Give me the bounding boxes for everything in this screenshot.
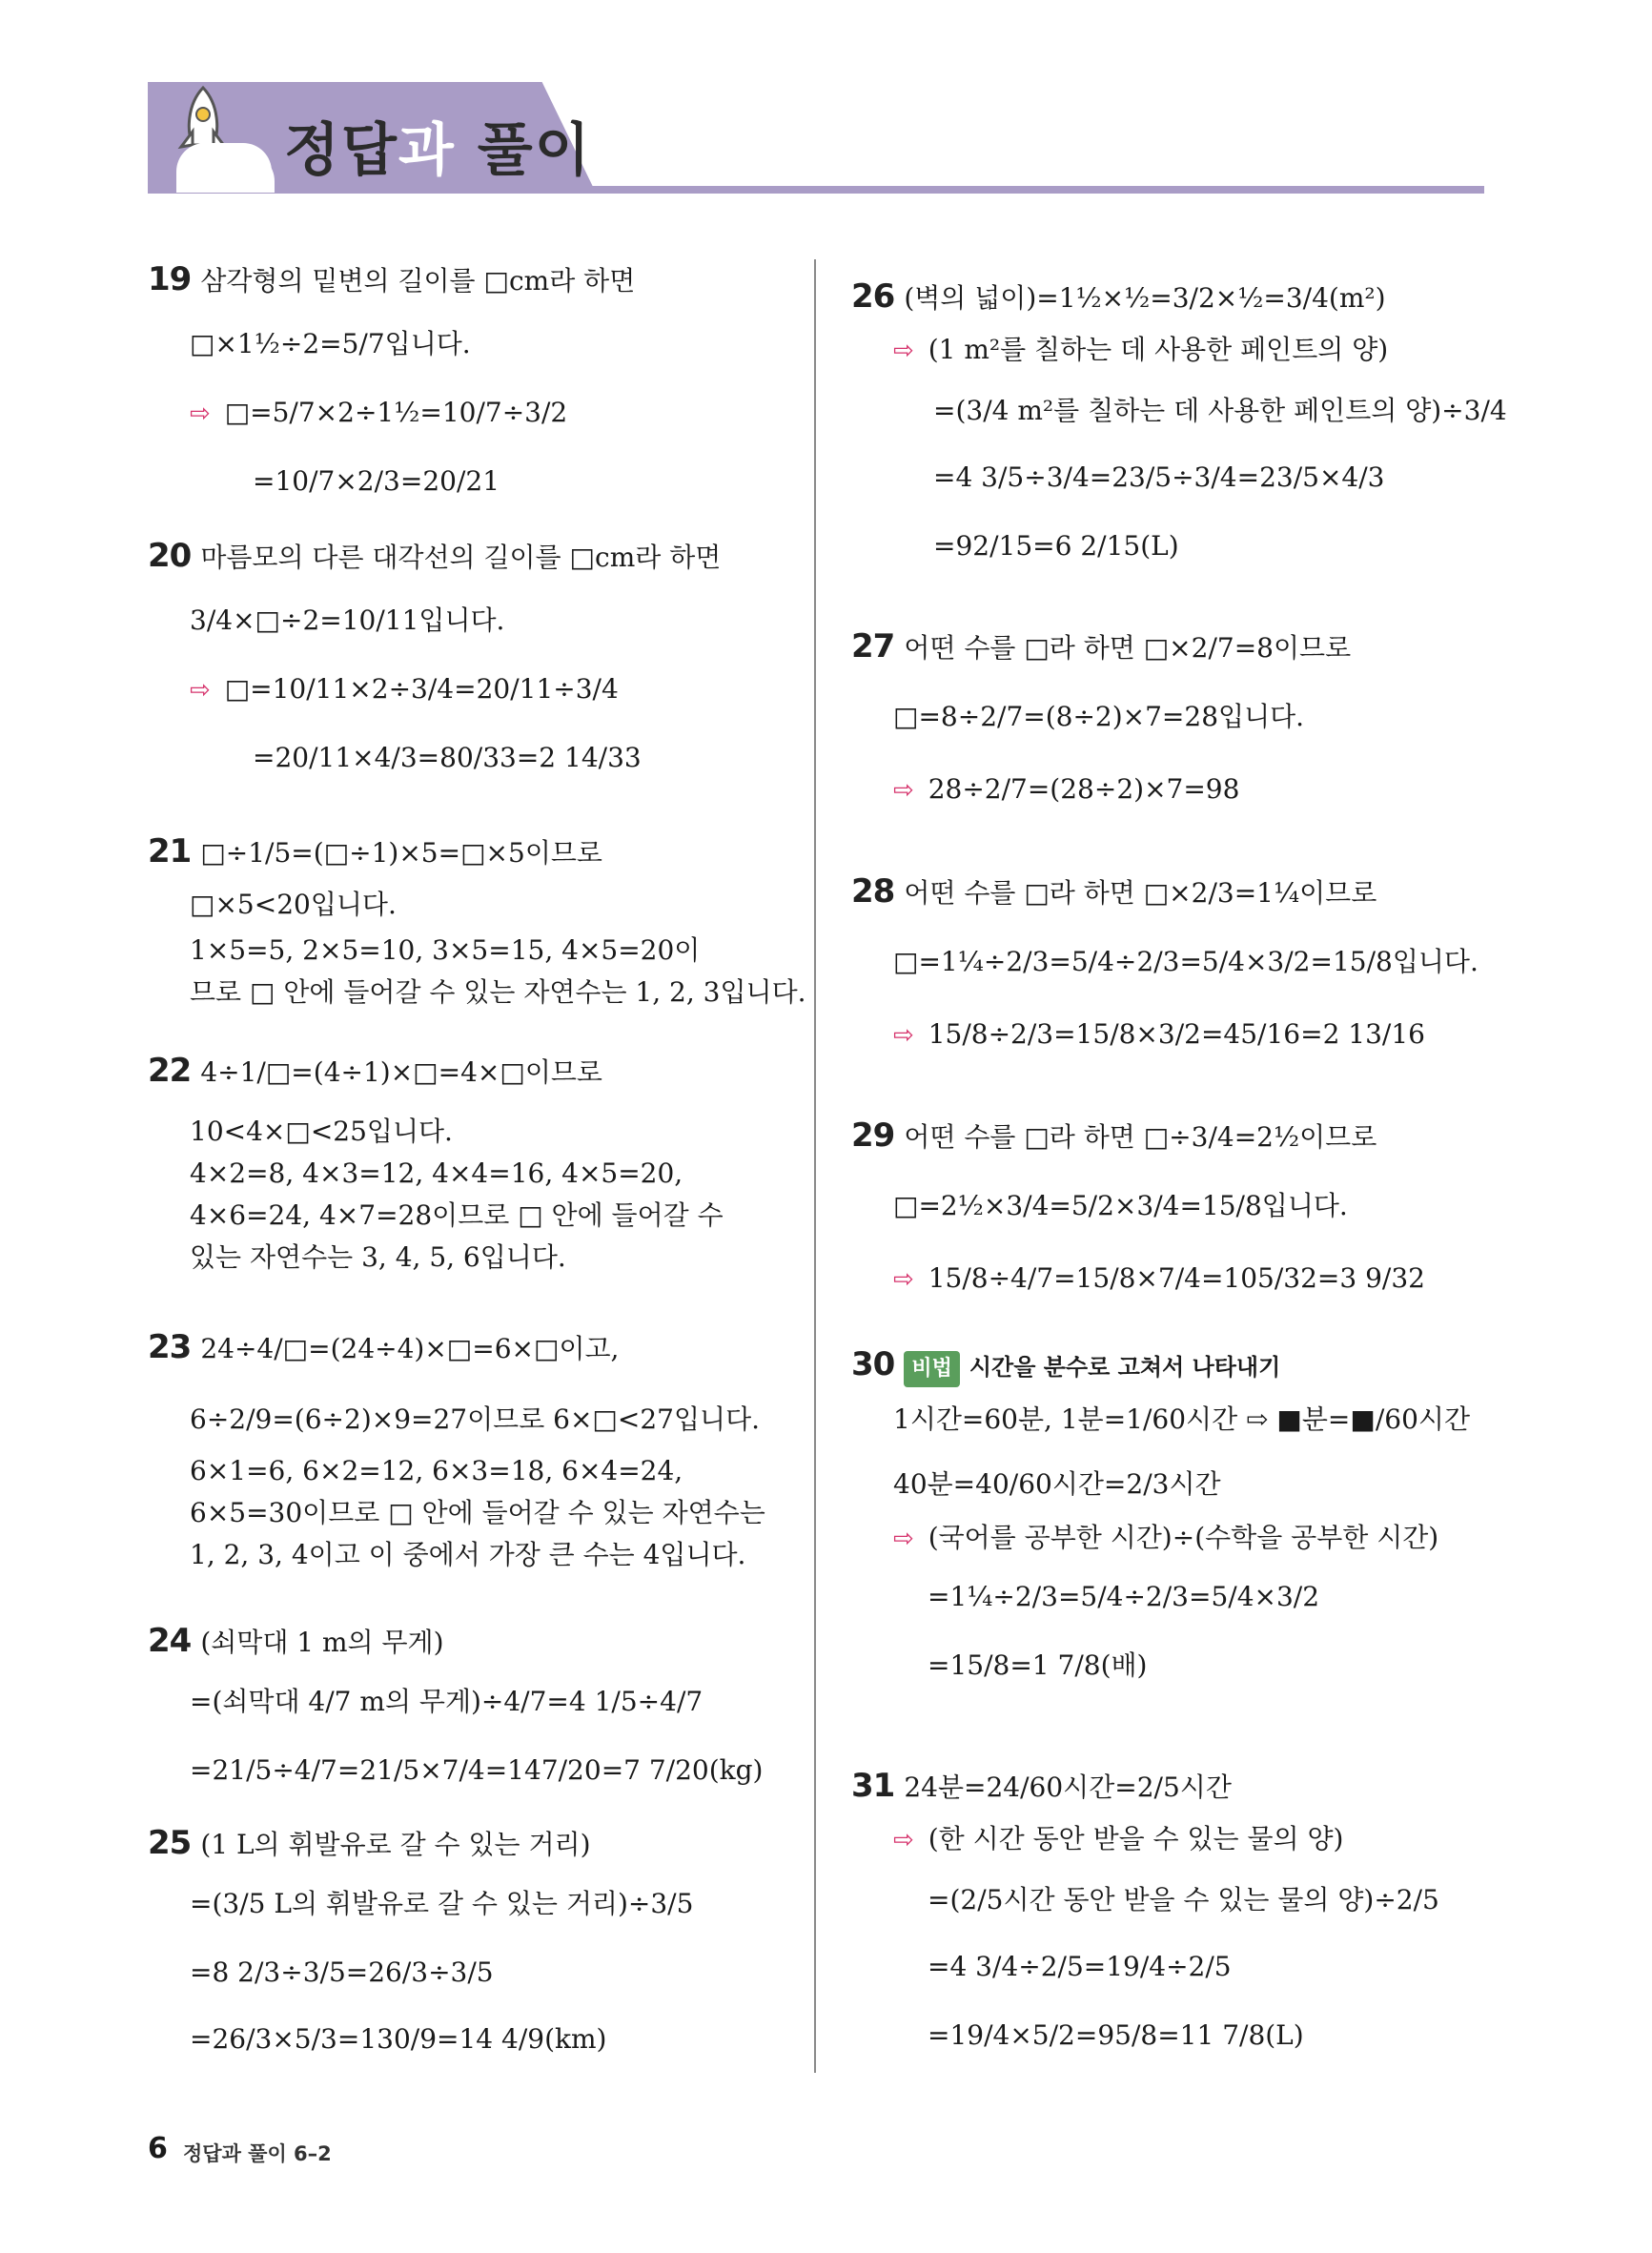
solution-line: =8 2/3÷3/5=26/3÷3/5 <box>190 1956 494 1988</box>
solution-line: □=8÷2/7=(8÷2)×7=28입니다. <box>893 701 1305 732</box>
solution-line: 어떤 수를 □라 하면 □×2/3=1¼이므로 <box>904 877 1377 909</box>
solution-line: □×1½÷2=5/7입니다. <box>190 328 471 359</box>
solution-line: 40분=40/60시간=2/3시간 <box>893 1468 1221 1500</box>
solution-line: =21/5÷4/7=21/5×7/4=147/20=7 7/20(kg) <box>190 1754 764 1786</box>
solution-line: 4×6=24, 4×7=28이므로 □ 안에 들어갈 수 <box>190 1199 724 1231</box>
tip-badge: 비법 <box>904 1351 960 1387</box>
solution-line: 6×1=6, 6×2=12, 6×3=18, 6×4=24, <box>190 1455 683 1486</box>
solution-line: 어떤 수를 □라 하면 □÷3/4=2½이므로 <box>904 1121 1377 1153</box>
solution-line: □÷1/5=(□÷1)×5=□×5이므로 <box>200 837 602 869</box>
problem-number: 20 <box>148 537 192 575</box>
page-title: 정답과 풀이 <box>284 117 592 184</box>
solution-line: =4 3/4÷2/5=19/4÷2/5 <box>928 1951 1232 1982</box>
solution-line: =26/3×5/3=130/9=14 4/9(km) <box>190 2023 607 2055</box>
solution-line: 4×2=8, 4×3=12, 4×4=16, 4×5=20, <box>190 1157 683 1189</box>
solution-line: ⇨ □=10/11×2÷3/4=20/11÷3/4 <box>190 673 619 705</box>
solution-line: 24÷4/□=(24÷4)×□=6×□이고, <box>200 1333 620 1364</box>
solution-line: (벽의 넓이)=1½×½=3/2×½=3/4(m²) <box>904 282 1386 314</box>
solution-line: =10/7×2/3=20/21 <box>253 465 500 497</box>
solution-line: 어떤 수를 □라 하면 □×2/7=8이므로 <box>904 632 1352 664</box>
solution-line: (쇠막대 1 m의 무게) <box>200 1627 444 1658</box>
solution-line: 삼각형의 밑변의 길이를 □cm라 하면 <box>200 265 636 297</box>
solution-line: 1×5=5, 2×5=10, 3×5=15, 4×5=20이 <box>190 934 701 966</box>
solution-line: =19/4×5/2=95/8=11 7/8(L) <box>928 2019 1304 2051</box>
solution-line: ⇨ (1 m²를 칠하는 데 사용한 페인트의 양) <box>893 334 1389 365</box>
solution-line: □×5<20입니다. <box>190 889 397 920</box>
problem-number: 30 <box>851 1345 895 1383</box>
footer-label: 정답과 풀이 6–2 <box>183 2142 332 2165</box>
arrow-icon: ⇨ <box>893 1021 914 1050</box>
solution-line: =(3/5 L의 휘발유로 갈 수 있는 거리)÷3/5 <box>190 1888 694 1919</box>
problem-number: 24 <box>148 1622 192 1660</box>
column-divider <box>814 259 816 2073</box>
solution-line: ⇨ 15/8÷2/3=15/8×3/2=45/16=2 13/16 <box>893 1018 1425 1050</box>
tip-title: 시간을 분수로 고쳐서 나타내기 <box>969 1354 1281 1381</box>
solution-line: =92/15=6 2/15(L) <box>933 530 1179 562</box>
solution-line: 마름모의 다른 대각선의 길이를 □cm라 하면 <box>200 542 722 573</box>
problem-number: 26 <box>851 277 895 316</box>
arrow-icon: ⇨ <box>893 776 914 805</box>
solution-line: =(쇠막대 4/7 m의 무게)÷4/7=4 1/5÷4/7 <box>190 1686 704 1717</box>
solution-line: =1¼÷2/3=5/4÷2/3=5/4×3/2 <box>928 1581 1320 1612</box>
solution-line: =20/11×4/3=80/33=2 14/33 <box>253 742 642 773</box>
problem-number: 19 <box>148 260 192 298</box>
problem-number: 25 <box>148 1824 192 1862</box>
problem-number: 28 <box>851 872 895 911</box>
arrow-icon: ⇨ <box>893 1525 914 1553</box>
solution-line: 1시간=60분, 1분=1/60시간 ⇨ ■분=■/60시간 <box>893 1403 1470 1435</box>
solution-line: ⇨ 28÷2/7=(28÷2)×7=98 <box>893 773 1240 805</box>
solution-line: 10<4×□<25입니다. <box>190 1116 453 1147</box>
problem-number: 22 <box>148 1052 192 1090</box>
problem-number: 27 <box>851 627 895 666</box>
arrow-icon: ⇨ <box>190 399 211 428</box>
solution-line: □=2½×3/4=5/2×3/4=15/8입니다. <box>893 1190 1348 1221</box>
solution-line: ⇨ 15/8÷4/7=15/8×7/4=105/32=3 9/32 <box>893 1262 1425 1294</box>
solution-line: 6÷2/9=(6÷2)×9=27이므로 6×□<27입니다. <box>190 1403 761 1435</box>
solution-line: =(3/4 m²를 칠하는 데 사용한 페인트의 양)÷3/4 <box>933 395 1507 426</box>
problem-number: 29 <box>851 1116 895 1155</box>
solution-line: □=1¼÷2/3=5/4÷2/3=5/4×3/2=15/8입니다. <box>893 946 1479 977</box>
solution-line: 24분=24/60시간=2/5시간 <box>904 1772 1232 1803</box>
arrow-icon: ⇨ <box>190 676 211 705</box>
page-number: 6 <box>148 2132 168 2165</box>
arrow-icon: ⇨ <box>893 337 914 365</box>
arrow-icon: ⇨ <box>893 1265 914 1294</box>
header-rule <box>148 186 1484 194</box>
problem-number: 23 <box>148 1328 192 1366</box>
problem-number: 31 <box>851 1767 895 1805</box>
solution-line: 므로 □ 안에 들어갈 수 있는 자연수는 1, 2, 3입니다. <box>190 976 806 1008</box>
arrow-icon: ⇨ <box>893 1826 914 1854</box>
solution-line: 3/4×□÷2=10/11입니다. <box>190 604 505 636</box>
solution-line: 4÷1/□=(4÷1)×□=4×□이므로 <box>200 1056 602 1088</box>
solution-line: =(2/5시간 동안 받을 수 있는 물의 양)÷2/5 <box>928 1884 1439 1915</box>
solution-line: ⇨ □=5/7×2÷1½=10/7÷3/2 <box>190 397 568 428</box>
problem-number: 21 <box>148 832 192 870</box>
solution-line: 6×5=30이므로 □ 안에 들어갈 수 있는 자연수는 <box>190 1497 765 1528</box>
solution-line: ⇨ (국어를 공부한 시간)÷(수학을 공부한 시간) <box>893 1522 1439 1553</box>
solution-line: =4 3/5÷3/4=23/5÷3/4=23/5×4/3 <box>933 461 1385 493</box>
solution-line: (1 L의 휘발유로 갈 수 있는 거리) <box>200 1829 591 1860</box>
solution-line: ⇨ (한 시간 동안 받을 수 있는 물의 양) <box>893 1823 1344 1854</box>
solution-line: 1, 2, 3, 4이고 이 중에서 가장 큰 수는 4입니다. <box>190 1539 746 1570</box>
solution-line: =15/8=1 7/8(배) <box>928 1649 1148 1681</box>
solution-line: 있는 자연수는 3, 4, 5, 6입니다. <box>190 1241 566 1273</box>
